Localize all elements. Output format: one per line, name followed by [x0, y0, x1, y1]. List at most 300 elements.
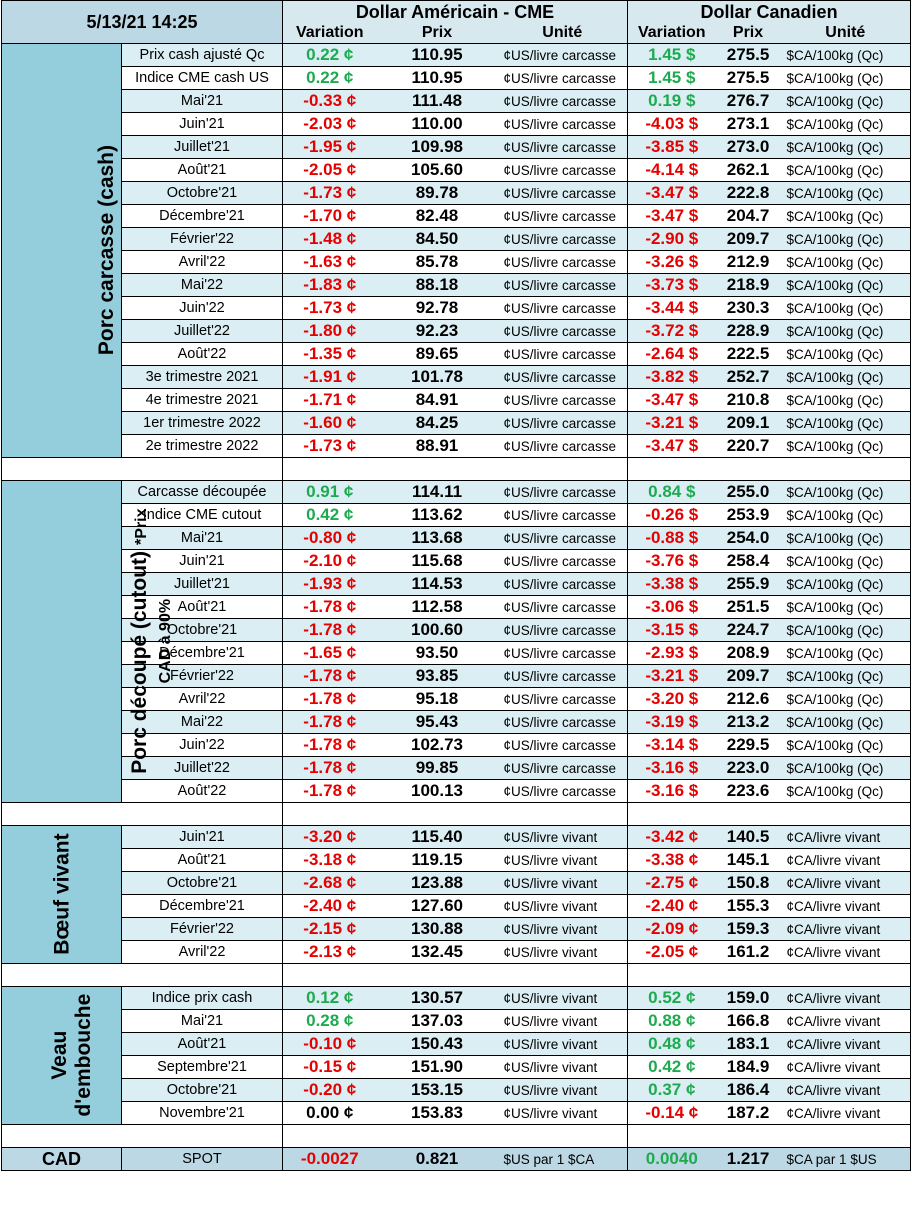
- us-variation: -0.80 ¢: [283, 527, 377, 550]
- row-label: Avril'22: [122, 941, 283, 964]
- ca-unit: $CA/100kg (Qc): [781, 297, 911, 320]
- row-label: Août'21: [122, 849, 283, 872]
- us-price: 100.60: [377, 619, 498, 642]
- spacer-row: [2, 964, 911, 987]
- cad-ca-variation: 0.0040: [628, 1148, 716, 1171]
- us-price: 93.50: [377, 642, 498, 665]
- us-variation: 0.22 ¢: [283, 67, 377, 90]
- us-variation: -2.05 ¢: [283, 159, 377, 182]
- us-variation: -1.73 ¢: [283, 297, 377, 320]
- us-price: 95.18: [377, 688, 498, 711]
- ca-unit: ¢CA/livre vivant: [781, 918, 911, 941]
- ca-price: 209.7: [716, 665, 781, 688]
- us-price: 153.83: [377, 1102, 498, 1125]
- ca-variation: -4.14 $: [628, 159, 716, 182]
- table-row: [2, 435, 911, 458]
- ca-price: 161.2: [716, 941, 781, 964]
- ca-price: 212.6: [716, 688, 781, 711]
- us-price: 115.68: [377, 550, 498, 573]
- us-unit: ¢US/livre carcasse: [498, 527, 628, 550]
- us-variation: -1.95 ¢: [283, 136, 377, 159]
- ca-variation: -3.16 $: [628, 780, 716, 803]
- row-label: Octobre'21: [122, 872, 283, 895]
- ca-price: 159.3: [716, 918, 781, 941]
- row-label: Octobre'21: [122, 1079, 283, 1102]
- ca-variation: -3.85 $: [628, 136, 716, 159]
- us-unit: ¢US/livre vivant: [498, 1056, 628, 1079]
- ca-unit: ¢CA/livre vivant: [781, 849, 911, 872]
- table-row: [2, 895, 911, 918]
- ca-variation: -0.88 $: [628, 527, 716, 550]
- spacer-right: [628, 803, 911, 826]
- row-label: Juin'21: [122, 826, 283, 849]
- ca-price: 183.1: [716, 1033, 781, 1056]
- us-unit: ¢US/livre carcasse: [498, 274, 628, 297]
- ca-unit: ¢CA/livre vivant: [781, 987, 911, 1010]
- ca-unit: $CA/100kg (Qc): [781, 527, 911, 550]
- us-price: 112.58: [377, 596, 498, 619]
- ca-unit: $CA/100kg (Qc): [781, 389, 911, 412]
- us-unit: ¢US/livre carcasse: [498, 136, 628, 159]
- us-unit: ¢US/livre carcasse: [498, 642, 628, 665]
- row-label: Février'22: [122, 228, 283, 251]
- us-variation: -1.73 ¢: [283, 182, 377, 205]
- us-unit: ¢US/livre carcasse: [498, 412, 628, 435]
- us-variation: 0.42 ¢: [283, 504, 377, 527]
- ca-price: 213.2: [716, 711, 781, 734]
- ca-variation: -2.75 ¢: [628, 872, 716, 895]
- ca-unit: ¢CA/livre vivant: [781, 1079, 911, 1102]
- us-price: 99.85: [377, 757, 498, 780]
- us-unit: ¢US/livre carcasse: [498, 67, 628, 90]
- us-price: 114.53: [377, 573, 498, 596]
- ca-variation: -3.19 $: [628, 711, 716, 734]
- ca-variation: -3.16 $: [628, 757, 716, 780]
- cad-us-unit: $US par 1 $CA: [498, 1148, 628, 1171]
- table-row: [2, 1033, 911, 1056]
- spacer-left: [2, 458, 283, 481]
- us-price: 130.57: [377, 987, 498, 1010]
- us-variation: -1.78 ¢: [283, 619, 377, 642]
- us-variation: 0.28 ¢: [283, 1010, 377, 1033]
- row-label: Août'21: [122, 1033, 283, 1056]
- table-row: [2, 343, 911, 366]
- ca-unit: $CA/100kg (Qc): [781, 412, 911, 435]
- ca-price: 212.9: [716, 251, 781, 274]
- row-label: Juin'21: [122, 113, 283, 136]
- ca-price: 255.9: [716, 573, 781, 596]
- us-price: 88.18: [377, 274, 498, 297]
- ca-variation: -3.44 $: [628, 297, 716, 320]
- spacer-row: [2, 1125, 911, 1148]
- ca-price: 187.2: [716, 1102, 781, 1125]
- us-price: 109.98: [377, 136, 498, 159]
- us-unit: ¢US/livre carcasse: [498, 366, 628, 389]
- col-prix-us: Prix: [377, 23, 498, 44]
- ca-price: 273.1: [716, 113, 781, 136]
- row-label: Octobre'21: [122, 182, 283, 205]
- table-row: [2, 136, 911, 159]
- col-prix-ca: Prix: [716, 23, 781, 44]
- ca-unit: $CA/100kg (Qc): [781, 366, 911, 389]
- spacer-right: [628, 458, 911, 481]
- row-label: Août'21: [122, 159, 283, 182]
- col-variation-ca: Variation: [628, 23, 716, 44]
- ca-variation: -3.15 $: [628, 619, 716, 642]
- us-price: 113.68: [377, 527, 498, 550]
- col-unite-ca: Unité: [781, 23, 911, 44]
- us-variation: -1.63 ¢: [283, 251, 377, 274]
- us-unit: ¢US/livre carcasse: [498, 550, 628, 573]
- col-unite-us: Unité: [498, 23, 628, 44]
- us-unit: ¢US/livre carcasse: [498, 205, 628, 228]
- us-variation: -1.65 ¢: [283, 642, 377, 665]
- ca-variation: -0.14 ¢: [628, 1102, 716, 1125]
- us-variation: -1.60 ¢: [283, 412, 377, 435]
- row-label: Indice prix cash: [122, 987, 283, 1010]
- cad-us-price: 0.821: [377, 1148, 498, 1171]
- us-unit: ¢US/livre carcasse: [498, 619, 628, 642]
- ca-variation: -2.40 ¢: [628, 895, 716, 918]
- table-row: [2, 1102, 911, 1125]
- us-unit: ¢US/livre carcasse: [498, 688, 628, 711]
- table-row: [2, 872, 911, 895]
- us-unit: ¢US/livre carcasse: [498, 44, 628, 67]
- row-label: Juin'22: [122, 734, 283, 757]
- row-label: Août'22: [122, 780, 283, 803]
- ca-unit: ¢CA/livre vivant: [781, 872, 911, 895]
- spacer-left: [2, 964, 283, 987]
- ca-variation: 0.19 $: [628, 90, 716, 113]
- us-variation: -2.13 ¢: [283, 941, 377, 964]
- section-title-label: Bœuf vivant: [50, 833, 74, 956]
- table-row: [2, 481, 911, 504]
- ca-variation: 0.84 $: [628, 481, 716, 504]
- ca-unit: ¢CA/livre vivant: [781, 826, 911, 849]
- table-row: [2, 320, 911, 343]
- table-row: [2, 182, 911, 205]
- us-unit: ¢US/livre vivant: [498, 1010, 628, 1033]
- ca-unit: $CA/100kg (Qc): [781, 619, 911, 642]
- section-title-text: [48, 986, 96, 1126]
- section-title-label: Porc découpé (cutout): [127, 551, 151, 775]
- ca-variation: -2.90 $: [628, 228, 716, 251]
- section-subtitle: *Prix CAD à 90%: [132, 508, 174, 684]
- section-title-boeuf_vivant: [2, 826, 122, 964]
- row-label: Octobre'21: [122, 619, 283, 642]
- ca-unit: ¢CA/livre vivant: [781, 941, 911, 964]
- ca-variation: -2.09 ¢: [628, 918, 716, 941]
- ca-variation: -3.26 $: [628, 251, 716, 274]
- row-label: Décembre'21: [122, 895, 283, 918]
- ca-unit: $CA/100kg (Qc): [781, 688, 911, 711]
- ca-price: 204.7: [716, 205, 781, 228]
- spacer-left: [2, 803, 283, 826]
- ca-variation: -3.38 $: [628, 573, 716, 596]
- table-row: [2, 366, 911, 389]
- us-variation: 0.12 ¢: [283, 987, 377, 1010]
- us-price: 130.88: [377, 918, 498, 941]
- us-unit: ¢US/livre carcasse: [498, 780, 628, 803]
- row-label: 2e trimestre 2022: [122, 435, 283, 458]
- table-row: [2, 297, 911, 320]
- ca-variation: -3.47 $: [628, 389, 716, 412]
- ca-unit: ¢CA/livre vivant: [781, 1056, 911, 1079]
- us-unit: ¢US/livre vivant: [498, 1079, 628, 1102]
- us-price: 85.78: [377, 251, 498, 274]
- us-variation: -2.15 ¢: [283, 918, 377, 941]
- ca-price: 251.5: [716, 596, 781, 619]
- us-price: 84.25: [377, 412, 498, 435]
- us-variation: 0.91 ¢: [283, 481, 377, 504]
- us-price: 111.48: [377, 90, 498, 113]
- spacer-row: [2, 458, 911, 481]
- us-unit: ¢US/livre carcasse: [498, 228, 628, 251]
- us-unit: ¢US/livre carcasse: [498, 343, 628, 366]
- ca-price: 220.7: [716, 435, 781, 458]
- table-row: [2, 274, 911, 297]
- us-unit: ¢US/livre carcasse: [498, 573, 628, 596]
- us-unit: ¢US/livre carcasse: [498, 504, 628, 527]
- us-unit: ¢US/livre carcasse: [498, 320, 628, 343]
- us-variation: -0.10 ¢: [283, 1033, 377, 1056]
- section-title-label: Porc carcasse (cash): [95, 145, 118, 356]
- us-unit: ¢US/livre carcasse: [498, 159, 628, 182]
- section-title-veau: [2, 987, 122, 1125]
- us-variation: -0.20 ¢: [283, 1079, 377, 1102]
- ca-price: 255.0: [716, 481, 781, 504]
- ca-variation: -3.20 $: [628, 688, 716, 711]
- us-variation: 0.00 ¢: [283, 1102, 377, 1125]
- ca-unit: $CA/100kg (Qc): [781, 182, 911, 205]
- us-variation: -2.03 ¢: [283, 113, 377, 136]
- ca-price: 218.9: [716, 274, 781, 297]
- ca-price: 166.8: [716, 1010, 781, 1033]
- us-variation: -2.40 ¢: [283, 895, 377, 918]
- section-title-label: Veau d'embouche: [47, 994, 95, 1117]
- ca-price: 184.9: [716, 1056, 781, 1079]
- us-unit: ¢US/livre carcasse: [498, 90, 628, 113]
- us-unit: ¢US/livre carcasse: [498, 757, 628, 780]
- us-price: 105.60: [377, 159, 498, 182]
- row-label: Indice CME cash US: [122, 67, 283, 90]
- ca-unit: ¢CA/livre vivant: [781, 1010, 911, 1033]
- table-row: [2, 826, 911, 849]
- ca-variation: -2.93 $: [628, 642, 716, 665]
- row-label: Février'22: [122, 665, 283, 688]
- us-unit: ¢US/livre carcasse: [498, 665, 628, 688]
- us-unit: ¢US/livre carcasse: [498, 182, 628, 205]
- ca-variation: -3.42 ¢: [628, 826, 716, 849]
- us-price: 89.78: [377, 182, 498, 205]
- us-variation: -1.78 ¢: [283, 757, 377, 780]
- ca-price: 145.1: [716, 849, 781, 872]
- ca-unit: ¢CA/livre vivant: [781, 895, 911, 918]
- table-row: [2, 205, 911, 228]
- spacer-mid: [283, 803, 628, 826]
- ca-unit: $CA/100kg (Qc): [781, 757, 911, 780]
- section-title-porc_carcasse: [2, 44, 122, 458]
- us-price: 89.65: [377, 343, 498, 366]
- us-variation: -0.15 ¢: [283, 1056, 377, 1079]
- row-label: Août'21: [122, 596, 283, 619]
- ca-variation: -3.38 ¢: [628, 849, 716, 872]
- table-row: [2, 159, 911, 182]
- row-label: 1er trimestre 2022: [122, 412, 283, 435]
- ca-unit: $CA/100kg (Qc): [781, 136, 911, 159]
- table-row: [2, 987, 911, 1010]
- cad-us-variation: -0.0027: [283, 1148, 377, 1171]
- table-row: [2, 1079, 911, 1102]
- table-row: [2, 113, 911, 136]
- ca-variation: 0.37 ¢: [628, 1079, 716, 1102]
- us-variation: -1.78 ¢: [283, 596, 377, 619]
- ca-price: 223.0: [716, 757, 781, 780]
- ca-unit: $CA/100kg (Qc): [781, 228, 911, 251]
- us-price: 137.03: [377, 1010, 498, 1033]
- ca-variation: 1.45 $: [628, 67, 716, 90]
- us-variation: -1.78 ¢: [283, 780, 377, 803]
- ca-unit: $CA/100kg (Qc): [781, 320, 911, 343]
- table-row: [2, 1056, 911, 1079]
- us-unit: ¢US/livre vivant: [498, 872, 628, 895]
- us-unit: ¢US/livre carcasse: [498, 711, 628, 734]
- ca-variation: -3.21 $: [628, 665, 716, 688]
- spacer-mid: [283, 458, 628, 481]
- table-row: [2, 1010, 911, 1033]
- row-label: Février'22: [122, 918, 283, 941]
- ca-unit: $CA/100kg (Qc): [781, 481, 911, 504]
- us-price: 101.78: [377, 366, 498, 389]
- us-variation: -1.78 ¢: [283, 665, 377, 688]
- ca-price: 252.7: [716, 366, 781, 389]
- us-price: 95.43: [377, 711, 498, 734]
- ca-price: 140.5: [716, 826, 781, 849]
- ca-variation: 0.48 ¢: [628, 1033, 716, 1056]
- ca-unit: $CA/100kg (Qc): [781, 734, 911, 757]
- row-label: 3e trimestre 2021: [122, 366, 283, 389]
- ca-price: 262.1: [716, 159, 781, 182]
- us-variation: -1.48 ¢: [283, 228, 377, 251]
- ca-unit: $CA/100kg (Qc): [781, 205, 911, 228]
- ca-price: 150.8: [716, 872, 781, 895]
- cad-ca-unit: $CA par 1 $US: [781, 1148, 911, 1171]
- row-label: Mai'22: [122, 711, 283, 734]
- ca-unit: $CA/100kg (Qc): [781, 67, 911, 90]
- row-label: Indice CME cutout: [122, 504, 283, 527]
- col-variation-us: Variation: [283, 23, 377, 44]
- us-variation: -1.70 ¢: [283, 205, 377, 228]
- table-row: [2, 228, 911, 251]
- ca-unit: $CA/100kg (Qc): [781, 435, 911, 458]
- us-variation: -1.78 ¢: [283, 734, 377, 757]
- ca-unit: $CA/100kg (Qc): [781, 251, 911, 274]
- row-label: Mai'21: [122, 90, 283, 113]
- table-row: [2, 67, 911, 90]
- us-price: 84.91: [377, 389, 498, 412]
- ca-variation: -3.47 $: [628, 435, 716, 458]
- table-row: [2, 412, 911, 435]
- ca-unit: $CA/100kg (Qc): [781, 504, 911, 527]
- cad-spot-row: [2, 1148, 911, 1171]
- us-price: 92.78: [377, 297, 498, 320]
- ca-variation: -2.05 ¢: [628, 941, 716, 964]
- ca-price: 224.7: [716, 619, 781, 642]
- ca-price: 229.5: [716, 734, 781, 757]
- us-variation: -3.20 ¢: [283, 826, 377, 849]
- ca-variation: 0.88 ¢: [628, 1010, 716, 1033]
- ca-variation: -3.14 $: [628, 734, 716, 757]
- section-title-text: [95, 145, 119, 355]
- us-unit: ¢US/livre carcasse: [498, 389, 628, 412]
- cad-header: Dollar Canadien: [628, 1, 911, 24]
- section-title-porc_decoupe: [2, 481, 174, 803]
- ca-unit: ¢CA/livre vivant: [781, 1102, 911, 1125]
- ca-price: 276.7: [716, 90, 781, 113]
- us-unit: ¢US/livre carcasse: [498, 435, 628, 458]
- ca-variation: 0.42 ¢: [628, 1056, 716, 1079]
- us-unit: ¢US/livre carcasse: [498, 113, 628, 136]
- ca-price: 210.8: [716, 389, 781, 412]
- us-price: 115.40: [377, 826, 498, 849]
- ca-price: 273.0: [716, 136, 781, 159]
- ca-price: 258.4: [716, 550, 781, 573]
- spacer-row: [2, 803, 911, 826]
- ca-unit: $CA/100kg (Qc): [781, 642, 911, 665]
- table-row: [2, 918, 911, 941]
- usd-header: Dollar Américain - CME: [283, 1, 628, 24]
- row-label: Juillet'21: [122, 136, 283, 159]
- us-price: 153.15: [377, 1079, 498, 1102]
- us-variation: -1.78 ¢: [283, 688, 377, 711]
- us-unit: ¢US/livre vivant: [498, 918, 628, 941]
- us-unit: ¢US/livre carcasse: [498, 596, 628, 619]
- us-unit: ¢US/livre carcasse: [498, 297, 628, 320]
- us-price: 123.88: [377, 872, 498, 895]
- ca-unit: $CA/100kg (Qc): [781, 274, 911, 297]
- us-price: 102.73: [377, 734, 498, 757]
- us-unit: ¢US/livre vivant: [498, 1033, 628, 1056]
- table-row: [2, 849, 911, 872]
- ca-price: 159.0: [716, 987, 781, 1010]
- us-variation: -1.35 ¢: [283, 343, 377, 366]
- us-unit: ¢US/livre vivant: [498, 849, 628, 872]
- row-label: Décembre'21: [122, 205, 283, 228]
- ca-unit: $CA/100kg (Qc): [781, 573, 911, 596]
- us-price: 110.95: [377, 67, 498, 90]
- us-variation: -2.10 ¢: [283, 550, 377, 573]
- ca-price: 186.4: [716, 1079, 781, 1102]
- us-price: 151.90: [377, 1056, 498, 1079]
- us-variation: -3.18 ¢: [283, 849, 377, 872]
- us-unit: ¢US/livre vivant: [498, 1102, 628, 1125]
- ca-variation: 1.45 $: [628, 44, 716, 67]
- us-variation: 0.22 ¢: [283, 44, 377, 67]
- row-label: Juin'22: [122, 297, 283, 320]
- us-unit: ¢US/livre carcasse: [498, 251, 628, 274]
- ca-price: 155.3: [716, 895, 781, 918]
- price-table: [1, 0, 911, 1171]
- ca-price: 208.9: [716, 642, 781, 665]
- us-variation: -1.91 ¢: [283, 366, 377, 389]
- row-label: Août'22: [122, 343, 283, 366]
- us-price: 110.95: [377, 44, 498, 67]
- ca-price: 222.5: [716, 343, 781, 366]
- us-price: 127.60: [377, 895, 498, 918]
- ca-price: 223.6: [716, 780, 781, 803]
- cad-title: CAD: [2, 1148, 122, 1171]
- ca-variation: 0.52 ¢: [628, 987, 716, 1010]
